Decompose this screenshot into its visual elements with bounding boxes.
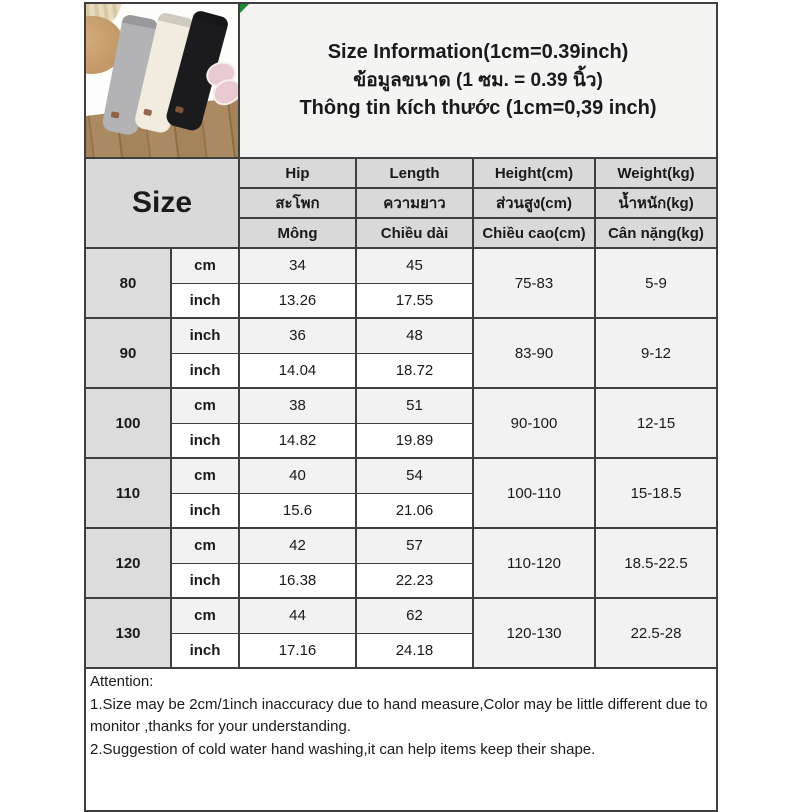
length-cm: 62 (356, 598, 473, 633)
col-header-height-vi: Chiều cao(cm) (473, 218, 595, 248)
title-vietnamese: Thông tin kích thước (1cm=0,39 inch) (299, 97, 657, 120)
size-table (84, 2, 718, 812)
length-cm: 54 (356, 458, 473, 493)
product-photo (85, 3, 239, 158)
size-value: 90 (85, 318, 171, 388)
hip-cm: 44 (239, 598, 356, 633)
hip-cm: 42 (239, 528, 356, 563)
height-range: 83-90 (473, 318, 595, 388)
hip-inch: 15.6 (239, 493, 356, 528)
unit-label: inch (171, 423, 239, 458)
height-range: 100-110 (473, 458, 595, 528)
length-inch: 17.55 (356, 283, 473, 318)
length-inch: 24.18 (356, 633, 473, 668)
unit-label: inch (171, 353, 239, 388)
unit-label: cm (171, 528, 239, 563)
product-photo-scene (86, 4, 238, 157)
attention-line-2: 2.Suggestion of cold water hand washing,it can help items keep their shape. (90, 740, 596, 758)
hip-inch: 16.38 (239, 563, 356, 598)
title-english: Size Information(1cm=0.39inch) (327, 40, 629, 63)
unit-label: inch (171, 563, 239, 598)
weight-range: 5-9 (595, 248, 717, 318)
col-header-height-en: Height(cm) (473, 158, 595, 188)
length-inch: 18.72 (356, 353, 473, 388)
length-cm: 51 (356, 388, 473, 423)
table-row (85, 318, 717, 353)
length-inch: 19.89 (356, 423, 473, 458)
length-cm: 48 (356, 318, 473, 353)
table-row (85, 248, 717, 283)
size-value: 120 (85, 528, 171, 598)
unit-label: inch (171, 493, 239, 528)
col-header-length-th: ความยาว (356, 188, 473, 218)
unit-label: inch (171, 633, 239, 668)
weight-range: 18.5-22.5 (595, 528, 717, 598)
col-header-hip-th: สะโพก (239, 188, 356, 218)
excel-corner-marker-icon (240, 4, 249, 13)
table-row (85, 458, 717, 493)
weight-range: 12-15 (595, 388, 717, 458)
hip-inch: 13.26 (239, 283, 356, 318)
unit-label: cm (171, 248, 239, 283)
title-cell (239, 3, 717, 158)
unit-label: inch (171, 318, 239, 353)
weight-range: 22.5-28 (595, 598, 717, 668)
height-range: 120-130 (473, 598, 595, 668)
title-thai: ข้อมูลขนาด (1 ซม. = 0.39 นิ้ว) (353, 69, 603, 91)
hip-cm: 40 (239, 458, 356, 493)
col-header-weight-th: น้ำหนัก(kg) (595, 188, 717, 218)
table-row (85, 528, 717, 563)
col-header-length-en: Length (356, 158, 473, 188)
size-chart-sheet (84, 2, 718, 812)
col-header-height-th: ส่วนสูง(cm) (473, 188, 595, 218)
unit-label: cm (171, 598, 239, 633)
hip-cm: 34 (239, 248, 356, 283)
table-row (85, 388, 717, 423)
weight-range: 9-12 (595, 318, 717, 388)
attention-note (85, 668, 717, 811)
hip-cm: 38 (239, 388, 356, 423)
height-range: 110-120 (473, 528, 595, 598)
size-value: 110 (85, 458, 171, 528)
col-header-hip-vi: Mông (239, 218, 356, 248)
height-range: 75-83 (473, 248, 595, 318)
table-row (85, 598, 717, 633)
attention-title: Attention: (90, 673, 154, 690)
size-header: Size (85, 158, 239, 248)
unit-label: cm (171, 458, 239, 493)
size-value: 100 (85, 388, 171, 458)
size-value: 130 (85, 598, 171, 668)
hip-inch: 17.16 (239, 633, 356, 668)
weight-range: 15-18.5 (595, 458, 717, 528)
length-cm: 45 (356, 248, 473, 283)
hip-cm: 36 (239, 318, 356, 353)
attention-line-1: 1.Size may be 2cm/1inch inaccuracy due to hand measure,Color may be little different due to monitor ,thanks for your understanding. (90, 695, 708, 735)
unit-label: inch (171, 283, 239, 318)
col-header-hip-en: Hip (239, 158, 356, 188)
hip-inch: 14.82 (239, 423, 356, 458)
length-cm: 57 (356, 528, 473, 563)
col-header-weight-vi: Cân nặng(kg) (595, 218, 717, 248)
length-inch: 22.23 (356, 563, 473, 598)
hip-inch: 14.04 (239, 353, 356, 388)
length-inch: 21.06 (356, 493, 473, 528)
height-range: 90-100 (473, 388, 595, 458)
col-header-weight-en: Weight(kg) (595, 158, 717, 188)
size-value: 80 (85, 248, 171, 318)
col-header-length-vi: Chiều dài (356, 218, 473, 248)
unit-label: cm (171, 388, 239, 423)
